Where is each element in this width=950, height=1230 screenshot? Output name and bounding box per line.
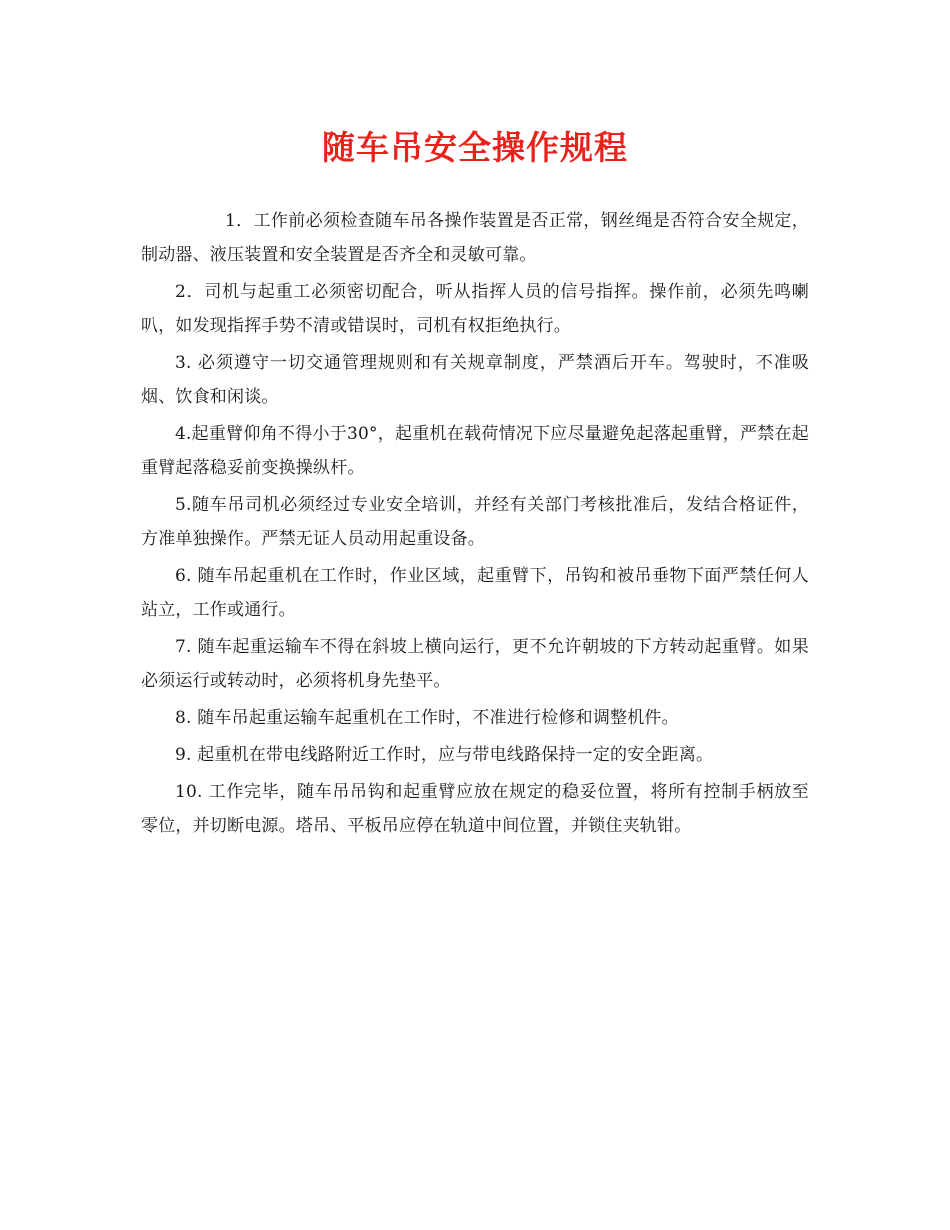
rule-paragraph-6: 6. 随车吊起重机在工作时，作业区域，起重臂下，吊钩和被吊垂物下面严禁任何人站立，工作或通行。 — [141, 566, 809, 620]
rule-paragraph-8: 8. 随车吊起重运输车起重机在工作时，不准进行检修和调整机件。 — [175, 708, 679, 728]
document-body — [141, 204, 809, 846]
rule-paragraph-4: 4.起重臂仰角不得小于30°，起重机在载荷情况下应尽量避免起落起重臂，严禁在起重臂起落稳妥前变换操纵杆。 — [141, 424, 809, 478]
rule-paragraph-9: 9. 起重机在带电线路附近工作时，应与带电线路保持一定的安全距离。 — [175, 745, 714, 765]
rule-paragraph-5: 5.随车吊司机必须经过专业安全培训，并经有关部门考核批准后，发结合格证件，方准单独操作。严禁无证人员动用起重设备。 — [141, 495, 809, 549]
rule-paragraph-7: 7. 随车起重运输车不得在斜坡上横向运行，更不允许朝坡的下方转动起重臂。如果必须运行或转动时，必须将机身先垫平。 — [141, 637, 809, 691]
rule-paragraph-3: 3. 必须遵守一切交通管理规则和有关规章制度，严禁酒后开车。驾驶时，不准吸烟、饮食和闲谈。 — [141, 353, 809, 407]
rule-paragraph-10: 10. 工作完毕，随车吊吊钩和起重臂应放在规定的稳妥位置，将所有控制手柄放至零位，并切断电源。塔吊、平板吊应停在轨道中间位置，并锁住夹轨钳。 — [141, 782, 809, 836]
rule-paragraph-2: 2．司机与起重工必须密切配合，听从指挥人员的信号指挥。操作前，必须先鸣喇叭，如发现指挥手势不清或错误时，司机有权拒绝执行。 — [141, 282, 809, 336]
document-title: 随车吊安全操作规程 — [322, 128, 628, 167]
rule-paragraph-1: 1．工作前必须检查随车吊各操作装置是否正常，钢丝绳是否符合安全规定，制动器、液压装置和安全装置是否齐全和灵敏可靠。 — [141, 211, 809, 265]
